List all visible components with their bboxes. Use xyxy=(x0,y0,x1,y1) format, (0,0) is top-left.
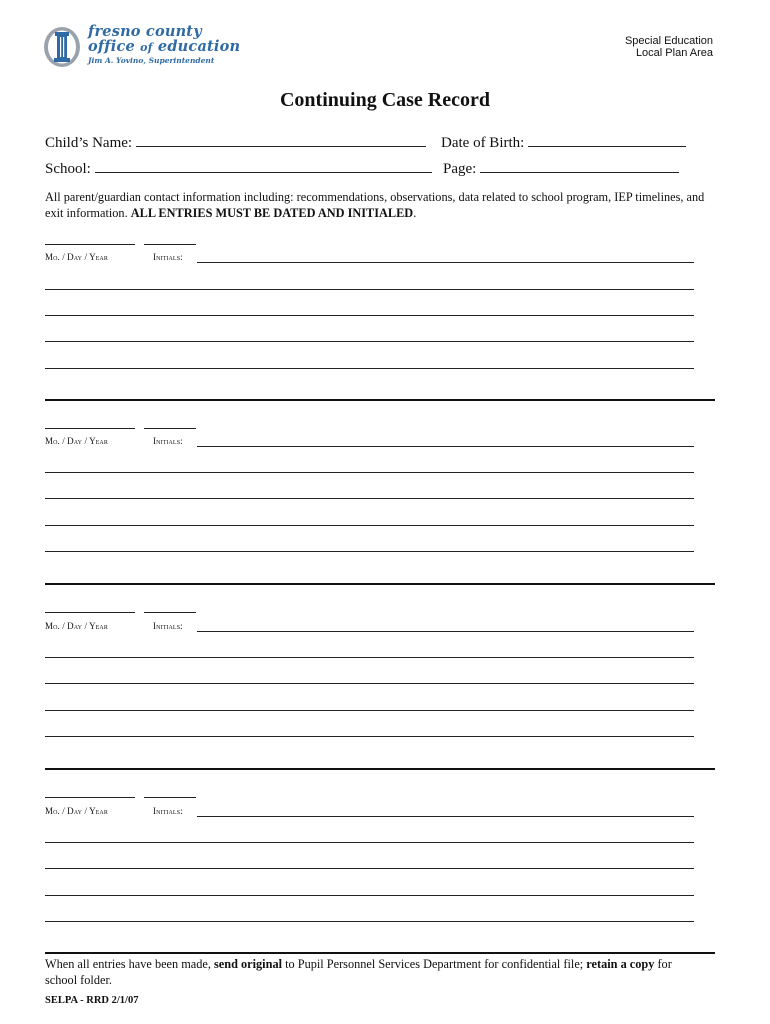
footer-instructions: When all entries have been made, send original to Pupil Personnel Services Department for confidential file; retain a copy for school folder. xyxy=(45,957,672,987)
section-divider xyxy=(45,583,715,585)
initials-label: Initials: xyxy=(153,806,183,816)
corner-label xyxy=(625,35,713,59)
initials-line[interactable] xyxy=(197,631,694,632)
date-label: Mo. / Day / Year xyxy=(45,621,108,631)
date-label: Mo. / Day / Year xyxy=(45,436,108,446)
fcoe-logo xyxy=(42,24,242,70)
logo-line-office: office of education xyxy=(88,38,241,55)
date-label: Mo. / Day / Year xyxy=(45,806,108,816)
logo-superintendent: Jim A. Yovino, Superintendent xyxy=(88,56,215,65)
note-line[interactable] xyxy=(45,525,694,526)
date-label: Mo. / Day / Year xyxy=(45,252,108,262)
initials-blank[interactable] xyxy=(144,797,196,798)
logo-line-county: fresno county xyxy=(88,23,202,40)
send-original-emphasis: send original xyxy=(214,957,283,971)
section-divider xyxy=(45,399,715,401)
note-line[interactable] xyxy=(45,683,694,684)
instructions: All parent/guardian contact information including: recommendations, observations, data related to school program, IEP timelines, and exit information. ALL ENTRIES MUST BE DATED AND INITIALED. xyxy=(45,190,705,220)
entry-block-2 xyxy=(45,428,715,608)
page-blank[interactable] xyxy=(480,158,679,173)
pillar-emblem-icon xyxy=(42,25,82,69)
instructions-emphasis: ALL ENTRIES MUST BE DATED AND INITIALED xyxy=(130,206,414,220)
note-line[interactable] xyxy=(45,551,694,552)
corner-line-2: Local Plan Area xyxy=(635,47,713,59)
date-of-birth-label: Date of Birth: xyxy=(441,135,525,151)
initials-label: Initials: xyxy=(153,436,183,446)
date-of-birth-field[interactable] xyxy=(441,132,686,152)
date-blank[interactable] xyxy=(45,428,135,429)
initials-blank[interactable] xyxy=(144,612,196,613)
school-label: School: xyxy=(45,161,91,177)
section-divider xyxy=(45,952,715,954)
note-line[interactable] xyxy=(45,498,694,499)
page-title: Continuing Case Record xyxy=(279,89,490,111)
initials-line[interactable] xyxy=(197,816,694,817)
childs-name-blank[interactable] xyxy=(136,132,426,147)
corner-line-1: Special Education xyxy=(624,35,713,47)
date-blank[interactable] xyxy=(45,612,135,613)
entry-block-4 xyxy=(45,797,715,977)
entry-block-3 xyxy=(45,612,715,792)
initials-label: Initials: xyxy=(153,252,183,262)
date-blank[interactable] xyxy=(45,244,135,245)
note-line[interactable] xyxy=(45,368,694,369)
form-code: SELPA - RRD 2/1/07 xyxy=(45,995,139,1006)
note-line[interactable] xyxy=(45,921,694,922)
section-divider xyxy=(45,768,715,770)
childs-name-label: Child’s Name: xyxy=(45,135,133,151)
entry-block-1 xyxy=(45,244,715,424)
initials-line[interactable] xyxy=(197,446,694,447)
initials-blank[interactable] xyxy=(144,244,196,245)
note-line[interactable] xyxy=(45,341,694,342)
date-blank[interactable] xyxy=(45,797,135,798)
initials-label: Initials: xyxy=(153,621,183,631)
note-line[interactable] xyxy=(45,895,694,896)
initials-line[interactable] xyxy=(197,262,694,263)
childs-name-field[interactable] xyxy=(45,132,426,152)
retain-copy-emphasis: retain a copy xyxy=(586,957,655,971)
school-blank[interactable] xyxy=(95,158,432,173)
page-field[interactable] xyxy=(443,158,679,178)
note-line[interactable] xyxy=(45,868,694,869)
note-line[interactable] xyxy=(45,710,694,711)
note-line[interactable] xyxy=(45,657,694,658)
school-field[interactable] xyxy=(45,158,432,178)
note-line[interactable] xyxy=(45,289,694,290)
date-of-birth-blank[interactable] xyxy=(528,132,686,147)
page-label: Page: xyxy=(443,161,477,177)
note-line[interactable] xyxy=(45,842,694,843)
note-line[interactable] xyxy=(45,736,694,737)
note-line[interactable] xyxy=(45,315,694,316)
initials-blank[interactable] xyxy=(144,428,196,429)
note-line[interactable] xyxy=(45,472,694,473)
